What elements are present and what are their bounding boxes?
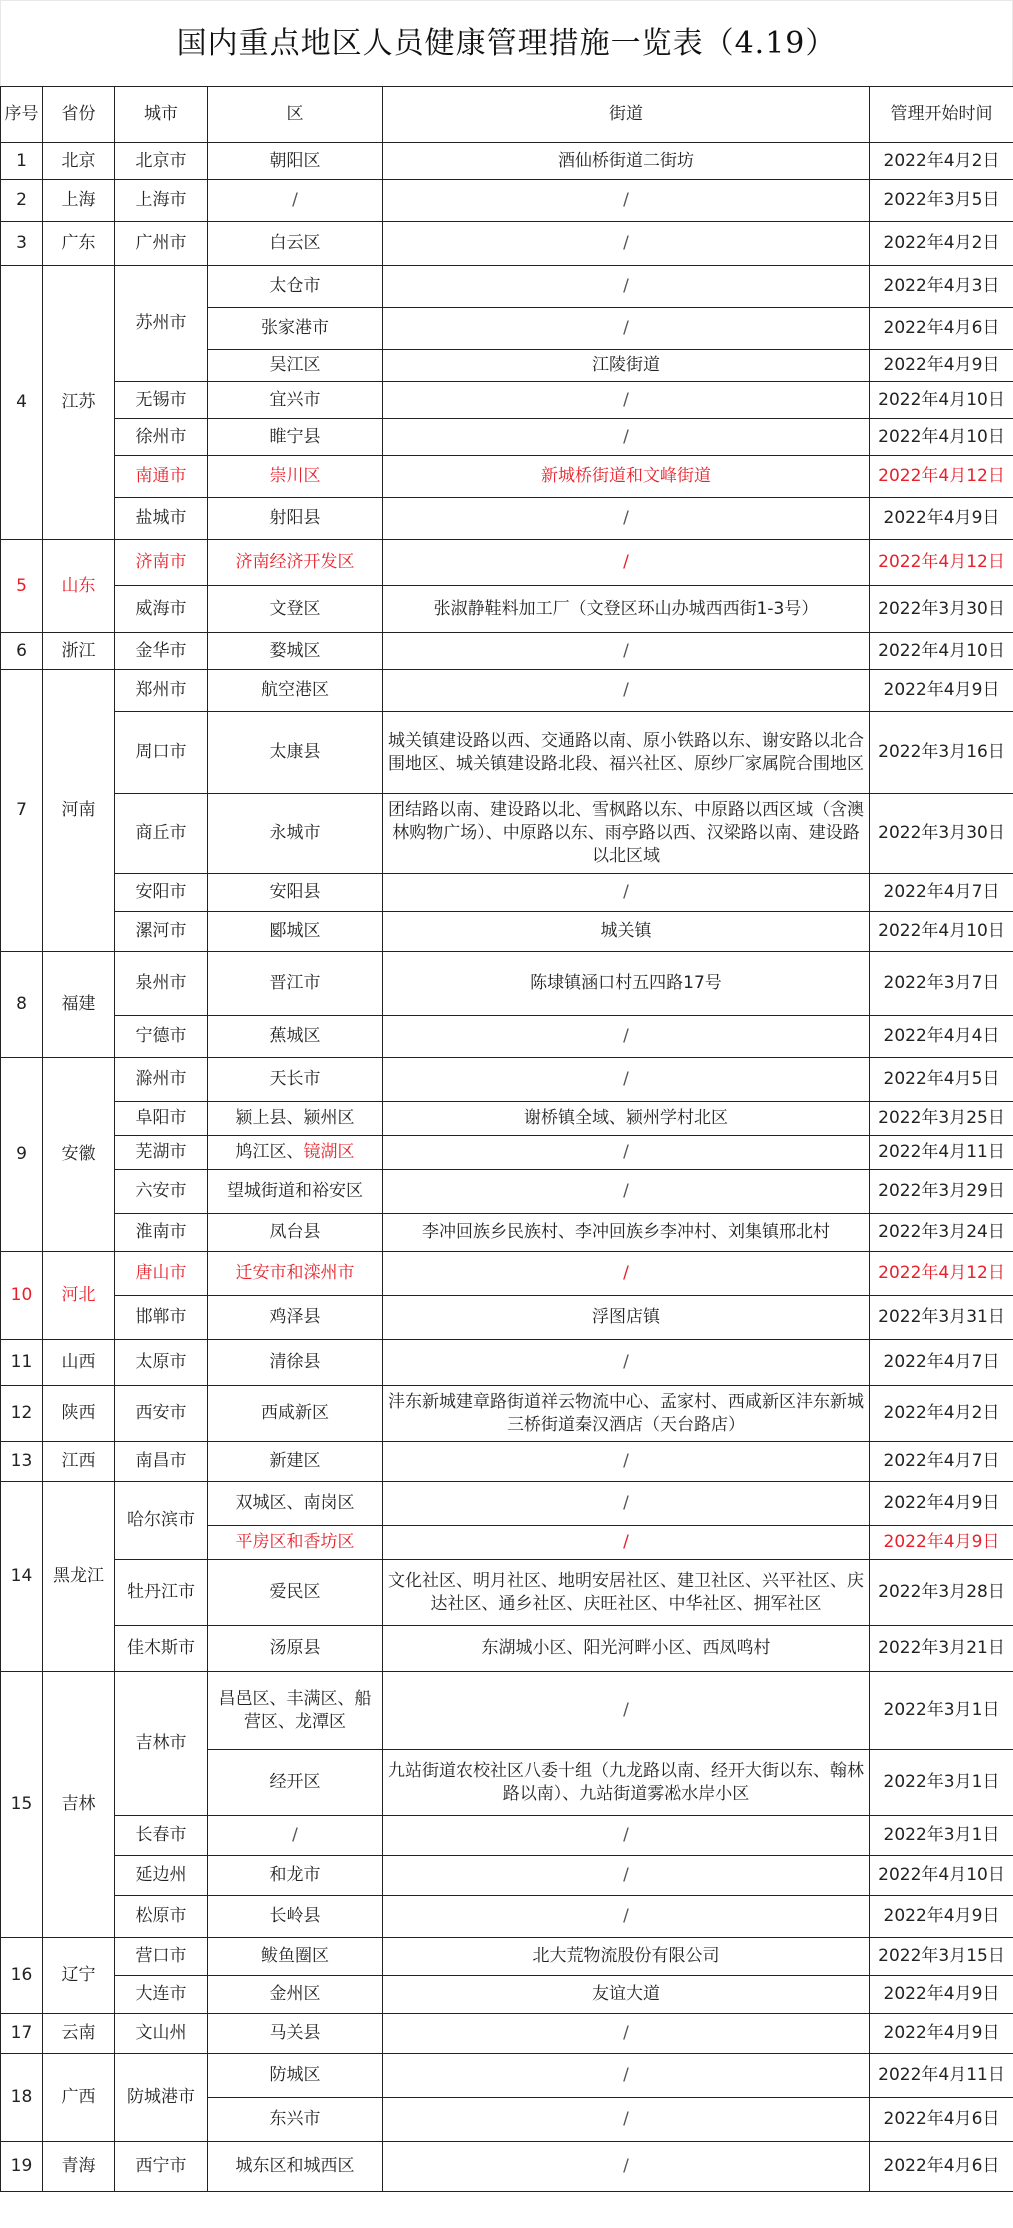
province-cell: 广东 [43,222,115,266]
table-row [1,1058,1013,1102]
district-cell [208,1136,383,1170]
city-cell: 商丘市 [115,794,208,874]
district-part-highlighted: 镜湖区 [303,1142,355,1162]
province-cell: 浙江 [43,633,115,670]
city-cell: 北京市 [115,143,208,180]
street-cell: 文化社区、明月社区、地明安居社区、建卫社区、兴平社区、庆达社区、通乡社区、庆旺社区、中华社区、拥军社区 [383,1560,870,1626]
table-row [1,1214,1013,1252]
city-cell: 六安市 [115,1170,208,1214]
city-cell: 金华市 [115,633,208,670]
street-cell: / [383,382,870,419]
city-cell: 哈尔滨市 [115,1482,208,1560]
street-cell: / [383,1526,870,1560]
street-cell: 江陵街道 [383,350,870,382]
date-cell: 2022年3月21日 [870,1626,1013,1672]
city-cell: 泉州市 [115,952,208,1016]
district-cell: / [208,180,383,222]
district-cell: 太仓市 [208,266,383,308]
province-cell: 江苏 [43,266,115,540]
city-cell: 文山州 [115,2014,208,2054]
district-cell: 城东区和城西区 [208,2142,383,2192]
date-cell: 2022年3月30日 [870,794,1013,874]
street-cell: 新城桥街道和文峰街道 [383,456,870,498]
date-cell: 2022年4月2日 [870,143,1013,180]
table-row [1,498,1013,540]
street-cell: / [383,222,870,266]
district-cell: 白云区 [208,222,383,266]
table-row-highlighted [1,456,1013,498]
seq-cell: 17 [1,2014,43,2054]
street-cell: / [383,1482,870,1526]
table-row [1,382,1013,419]
seq-cell: 7 [1,670,43,952]
district-cell: 太康县 [208,712,383,794]
street-cell: / [383,1016,870,1058]
table-row [1,1340,1013,1386]
date-cell: 2022年3月5日 [870,180,1013,222]
city-cell: 太原市 [115,1340,208,1386]
date-cell: 2022年4月6日 [870,2142,1013,2192]
date-cell: 2022年4月6日 [870,2098,1013,2142]
province-cell: 陕西 [43,1386,115,1442]
district-cell: 崇川区 [208,456,383,498]
city-cell: 安阳市 [115,874,208,912]
province-cell: 河南 [43,670,115,952]
street-cell: / [383,1816,870,1856]
date-cell: 2022年4月12日 [870,1252,1013,1296]
seq-cell: 12 [1,1386,43,1442]
street-cell: 陈埭镇涵口村五四路17号 [383,952,870,1016]
street-cell: 浮图店镇 [383,1296,870,1340]
street-cell: / [383,2142,870,2192]
street-cell: 东湖城小区、阳光河畔小区、西凤鸣村 [383,1626,870,1672]
province-cell: 山西 [43,1340,115,1386]
seq-cell: 11 [1,1340,43,1386]
province-cell: 黑龙江 [43,1482,115,1672]
district-cell: 长岭县 [208,1896,383,1938]
date-cell: 2022年4月12日 [870,540,1013,586]
street-cell: / [383,308,870,350]
date-cell: 2022年4月10日 [870,419,1013,456]
district-cell: 安阳县 [208,874,383,912]
city-cell: 唐山市 [115,1252,208,1296]
street-cell: / [383,633,870,670]
district-cell: 睢宁县 [208,419,383,456]
city-cell: 芜湖市 [115,1136,208,1170]
district-cell: 双城区、南岗区 [208,1482,383,1526]
date-cell: 2022年4月9日 [870,1976,1013,2014]
street-cell: 酒仙桥街道二街坊 [383,143,870,180]
page-title: 国内重点地区人员健康管理措施一览表（4.19） [0,0,1013,86]
street-cell: / [383,2014,870,2054]
table-row [1,874,1013,912]
seq-cell: 4 [1,266,43,540]
city-cell: 阜阳市 [115,1102,208,1136]
table-row [1,1856,1013,1896]
district-cell: 汤原县 [208,1626,383,1672]
street-cell: / [383,1896,870,1938]
table-row [1,1976,1013,2014]
table-row [1,1896,1013,1938]
street-cell: / [383,1058,870,1102]
date-cell: 2022年3月1日 [870,1816,1013,1856]
table-row [1,1482,1013,1526]
province-cell: 山东 [43,540,115,633]
city-cell: 盐城市 [115,498,208,540]
date-cell: 2022年3月1日 [870,1672,1013,1750]
district-cell: 永城市 [208,794,383,874]
date-cell: 2022年4月9日 [870,2014,1013,2054]
date-cell: 2022年4月11日 [870,1136,1013,1170]
district-cell: 新建区 [208,1442,383,1482]
district-cell: 东兴市 [208,2098,383,2142]
table-row [1,1016,1013,1058]
date-cell: 2022年4月11日 [870,2054,1013,2098]
street-cell: / [383,2054,870,2098]
date-cell: 2022年4月9日 [870,498,1013,540]
district-cell: 西咸新区 [208,1386,383,1442]
province-cell: 上海 [43,180,115,222]
province-cell: 北京 [43,143,115,180]
table-row [1,794,1013,874]
table-row [1,2054,1013,2098]
street-cell: / [383,1340,870,1386]
district-cell: 凤台县 [208,1214,383,1252]
date-cell: 2022年4月5日 [870,1058,1013,1102]
city-cell: 济南市 [115,540,208,586]
district-cell: 婺城区 [208,633,383,670]
date-cell: 2022年4月7日 [870,874,1013,912]
district-cell: 马关县 [208,2014,383,2054]
seq-cell: 16 [1,1938,43,2014]
city-cell: 西安市 [115,1386,208,1442]
street-cell: 李冲回族乡民族村、李冲回族乡李冲村、刘集镇邢北村 [383,1214,870,1252]
date-cell: 2022年3月30日 [870,586,1013,633]
district-cell: / [208,1816,383,1856]
district-cell: 晋江市 [208,952,383,1016]
date-cell: 2022年4月10日 [870,633,1013,670]
district-cell: 航空港区 [208,670,383,712]
city-cell: 长春市 [115,1816,208,1856]
district-cell: 鲅鱼圈区 [208,1938,383,1976]
district-cell: 望城街道和裕安区 [208,1170,383,1214]
street-cell: 城关镇 [383,912,870,952]
city-cell: 周口市 [115,712,208,794]
seq-cell: 15 [1,1672,43,1938]
province-cell: 吉林 [43,1672,115,1938]
province-cell: 广西 [43,2054,115,2142]
district-cell: 鸡泽县 [208,1296,383,1340]
district-cell: 张家港市 [208,308,383,350]
city-cell: 吉林市 [115,1672,208,1816]
street-cell: 沣东新城建章路街道祥云物流中心、孟家村、西咸新区沣东新城三桥街道秦汉酒店（天台路店） [383,1386,870,1442]
seq-cell: 1 [1,143,43,180]
street-cell: / [383,1442,870,1482]
district-cell: 济南经济开发区 [208,540,383,586]
date-cell: 2022年4月12日 [870,456,1013,498]
seq-cell: 6 [1,633,43,670]
seq-cell: 13 [1,1442,43,1482]
city-cell: 防城港市 [115,2054,208,2142]
header-seq: 序号 [1,87,43,143]
province-cell: 云南 [43,2014,115,2054]
province-cell: 江西 [43,1442,115,1482]
table-row [1,180,1013,222]
district-cell: 吴江区 [208,350,383,382]
street-cell: / [383,419,870,456]
date-cell: 2022年4月2日 [870,1386,1013,1442]
province-cell: 河北 [43,1252,115,1340]
table-row [1,1560,1013,1626]
date-cell: 2022年4月10日 [870,1856,1013,1896]
province-cell: 安徽 [43,1058,115,1252]
city-cell: 宁德市 [115,1016,208,1058]
table-row [1,1672,1013,1750]
header-city: 城市 [115,87,208,143]
street-cell: / [383,266,870,308]
district-cell: 金州区 [208,1976,383,2014]
city-cell: 威海市 [115,586,208,633]
city-cell: 无锡市 [115,382,208,419]
district-cell: 迁安市和滦州市 [208,1252,383,1296]
city-cell: 上海市 [115,180,208,222]
street-cell: / [383,670,870,712]
district-cell: 平房区和香坊区 [208,1526,383,1560]
street-cell: 张淑静鞋料加工厂（文登区环山办城西西街1-3号） [383,586,870,633]
district-cell: 射阳县 [208,498,383,540]
header-start-date: 管理开始时间 [870,87,1013,143]
seq-cell: 9 [1,1058,43,1252]
date-cell: 2022年3月15日 [870,1938,1013,1976]
date-cell: 2022年3月31日 [870,1296,1013,1340]
date-cell: 2022年3月24日 [870,1214,1013,1252]
street-cell: 团结路以南、建设路以北、雪枫路以东、中原路以西区域（含澳林购物广场）、中原路以东、雨亭路以西、汉梁路以南、建设路以北区域 [383,794,870,874]
street-cell: / [383,874,870,912]
table-row [1,222,1013,266]
district-cell: 防城区 [208,2054,383,2098]
city-cell: 南昌市 [115,1442,208,1482]
seq-cell: 8 [1,952,43,1058]
street-cell: 谢桥镇全域、颍州学村北区 [383,1102,870,1136]
street-cell: / [383,1136,870,1170]
date-cell: 2022年4月10日 [870,912,1013,952]
date-cell: 2022年4月7日 [870,1340,1013,1386]
date-cell: 2022年3月1日 [870,1750,1013,1816]
table-row [1,2014,1013,2054]
date-cell: 2022年4月9日 [870,1482,1013,1526]
city-cell: 邯郸市 [115,1296,208,1340]
district-cell: 爱民区 [208,1560,383,1626]
table-row [1,143,1013,180]
city-cell: 佳木斯市 [115,1626,208,1672]
table-row [1,1816,1013,1856]
date-cell: 2022年4月7日 [870,1442,1013,1482]
table-row [1,1626,1013,1672]
city-cell: 漯河市 [115,912,208,952]
city-cell: 苏州市 [115,266,208,382]
table-row-highlighted [1,540,1013,586]
table-row [1,1102,1013,1136]
date-cell: 2022年4月10日 [870,382,1013,419]
city-cell: 延边州 [115,1856,208,1896]
table-row [1,1136,1013,1170]
city-cell: 南通市 [115,456,208,498]
street-cell: / [383,2098,870,2142]
table-row [1,912,1013,952]
header-province: 省份 [43,87,115,143]
street-cell: 北大荒物流股份有限公司 [383,1938,870,1976]
table-row-highlighted [1,1252,1013,1296]
table-row [1,1938,1013,1976]
table-row [1,1442,1013,1482]
street-cell: 九站街道农校社区八委十组（九龙路以南、经开大街以东、翰林路以南）、九站街道雾凇水岸小区 [383,1750,870,1816]
street-cell: / [383,1252,870,1296]
province-cell: 辽宁 [43,1938,115,2014]
date-cell: 2022年4月9日 [870,670,1013,712]
seq-cell: 2 [1,180,43,222]
date-cell: 2022年3月25日 [870,1102,1013,1136]
street-cell: 友谊大道 [383,1976,870,2014]
table-row [1,952,1013,1016]
street-cell: / [383,1672,870,1750]
street-cell: / [383,540,870,586]
date-cell: 2022年3月29日 [870,1170,1013,1214]
city-cell: 西宁市 [115,2142,208,2192]
seq-cell: 10 [1,1252,43,1340]
header-district: 区 [208,87,383,143]
street-cell: / [383,1170,870,1214]
date-cell: 2022年4月2日 [870,222,1013,266]
district-cell: 蕉城区 [208,1016,383,1058]
table-row [1,633,1013,670]
date-cell: 2022年4月6日 [870,308,1013,350]
seq-cell: 18 [1,2054,43,2142]
city-cell: 松原市 [115,1896,208,1938]
district-cell: 经开区 [208,1750,383,1816]
table-row [1,1386,1013,1442]
date-cell: 2022年4月9日 [870,350,1013,382]
street-cell: / [383,1856,870,1896]
city-cell: 淮南市 [115,1214,208,1252]
table-row [1,670,1013,712]
table-row [1,2142,1013,2192]
district-cell: 郾城区 [208,912,383,952]
district-cell: 和龙市 [208,1856,383,1896]
seq-cell: 14 [1,1482,43,1672]
street-cell: / [383,498,870,540]
date-cell: 2022年4月4日 [870,1016,1013,1058]
seq-cell: 3 [1,222,43,266]
table-row [1,586,1013,633]
city-cell: 郑州市 [115,670,208,712]
date-cell: 2022年4月9日 [870,1526,1013,1560]
header-street: 街道 [383,87,870,143]
table-row [1,712,1013,794]
city-cell: 徐州市 [115,419,208,456]
district-cell: 清徐县 [208,1340,383,1386]
seq-cell: 19 [1,2142,43,2192]
city-cell: 广州市 [115,222,208,266]
district-cell: 宜兴市 [208,382,383,419]
city-cell: 营口市 [115,1938,208,1976]
date-cell: 2022年4月9日 [870,1896,1013,1938]
city-cell: 牡丹江市 [115,1560,208,1626]
date-cell: 2022年4月3日 [870,266,1013,308]
district-cell: 文登区 [208,586,383,633]
district-cell: 朝阳区 [208,143,383,180]
table-row [1,1296,1013,1340]
table-row [1,266,1013,308]
district-cell: 天长市 [208,1058,383,1102]
street-cell: 城关镇建设路以西、交通路以南、原小铁路以东、谢安路以北合围地区、城关镇建设路北段、福兴社区、原纱厂家属院合围地区 [383,712,870,794]
table-row [1,1170,1013,1214]
street-cell: / [383,180,870,222]
city-cell: 大连市 [115,1976,208,2014]
health-measures-table [0,86,1013,2192]
table-row [1,419,1013,456]
district-cell: 昌邑区、丰满区、船营区、龙潭区 [208,1672,383,1750]
header-row [1,87,1013,143]
seq-cell: 5 [1,540,43,633]
district-part: 鸠江区、 [235,1142,304,1162]
district-cell: 颍上县、颍州区 [208,1102,383,1136]
date-cell: 2022年3月28日 [870,1560,1013,1626]
province-cell: 福建 [43,952,115,1058]
date-cell: 2022年3月16日 [870,712,1013,794]
province-cell: 青海 [43,2142,115,2192]
date-cell: 2022年3月7日 [870,952,1013,1016]
city-cell: 滁州市 [115,1058,208,1102]
